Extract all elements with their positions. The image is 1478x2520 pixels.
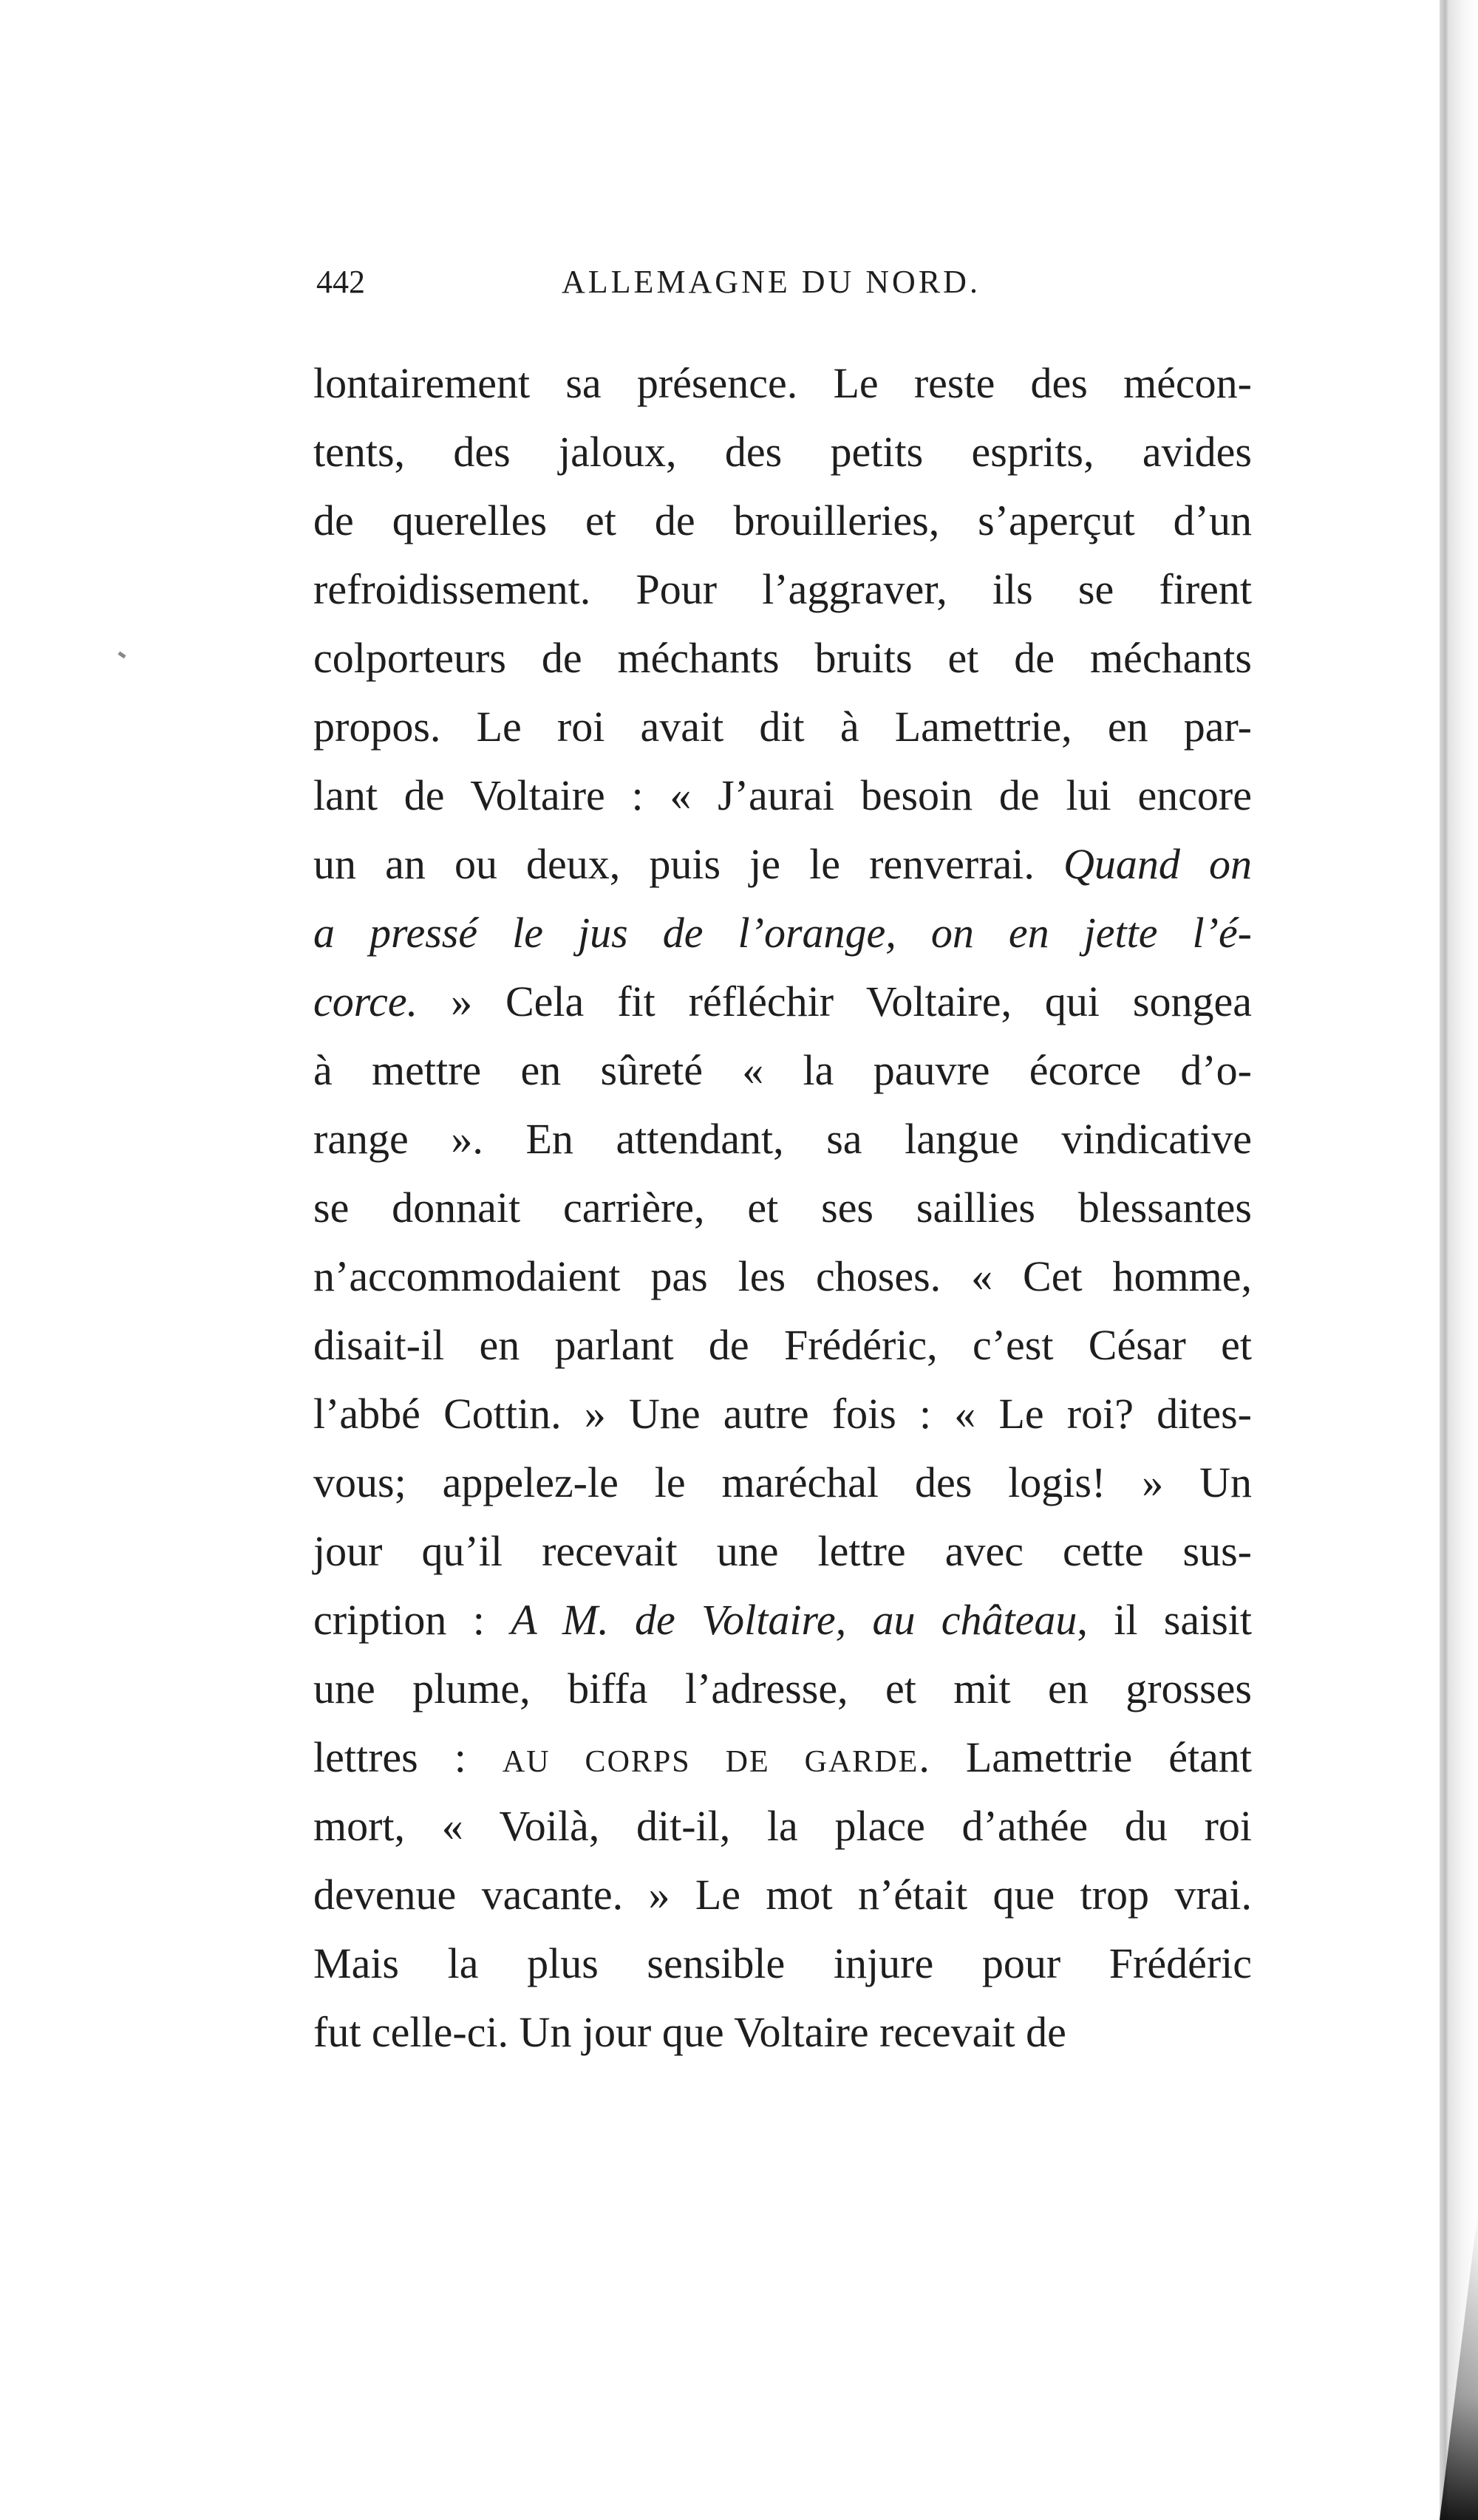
- text-line: [313, 1173, 1252, 1242]
- text-line: [313, 692, 1252, 761]
- text-segment: mort, « Voilà, dit-il, la place d’athée du roi: [313, 1802, 1252, 1850]
- text-segment: » Cela fit réfléchir Voltaire, qui songea: [418, 977, 1252, 1025]
- text-line: [313, 1792, 1252, 1860]
- text-line: [313, 1517, 1252, 1585]
- stray-mark: [118, 652, 126, 659]
- italic-text: a pressé le jus de l’orange, on en jette l’é-: [313, 909, 1252, 957]
- text-line: [313, 1311, 1252, 1379]
- text-segment: vous; appelez-le le maréchal des logis! » Un: [313, 1458, 1252, 1506]
- page-number: 442: [316, 264, 365, 300]
- text-line: [313, 1585, 1252, 1654]
- text-segment: colporteurs de méchants bruits et de méchants: [313, 634, 1252, 682]
- text-line: [313, 1379, 1252, 1448]
- text-line: [313, 1929, 1252, 1998]
- text-line: [313, 1723, 1252, 1792]
- text-line: [313, 830, 1252, 898]
- text-segment: range ». En attendant, sa langue vindicative: [313, 1115, 1252, 1163]
- text-line: [313, 1654, 1252, 1723]
- text-segment: lontairement sa présence. Le reste des mécon-: [313, 359, 1252, 407]
- text-segment: se donnait carrière, et ses saillies blessantes: [313, 1184, 1252, 1232]
- text-segment: n’accommodaient pas les choses. « Cet homme,: [313, 1252, 1252, 1300]
- page-header: [316, 260, 1247, 304]
- text-line: [313, 624, 1252, 692]
- body-text: [313, 349, 1252, 2066]
- text-segment: tents, des jaloux, des petits esprits, avides: [313, 428, 1252, 476]
- text-segment: à mettre en sûreté « la pauvre écorce d’o-: [313, 1046, 1252, 1094]
- text-line: [313, 555, 1252, 624]
- text-segment: devenue vacante. » Le mot n’était que trop vrai.: [313, 1871, 1252, 1919]
- text-segment: jour qu’il recevait une lettre avec cette sus-: [313, 1527, 1252, 1575]
- text-segment: refroidissement. Pour l’aggraver, ils se firent: [313, 565, 1252, 613]
- text-segment: . Lamettrie étant: [919, 1733, 1252, 1781]
- text-line: [313, 1998, 1252, 2066]
- text-line: [313, 967, 1252, 1036]
- text-line: [313, 486, 1252, 555]
- italic-text: A M. de Voltaire, au château: [511, 1596, 1077, 1644]
- text-segment: Mais la plus sensible injure pour Frédéric: [313, 1939, 1252, 1987]
- italic-text: corce.: [313, 977, 418, 1025]
- text-segment: cription :: [313, 1596, 511, 1644]
- text-line: [313, 1242, 1252, 1311]
- text-segment: une plume, biffa l’adresse, et mit en grosses: [313, 1664, 1252, 1713]
- text-line: [313, 417, 1252, 486]
- text-segment: un an ou deux, puis je le renverrai.: [313, 840, 1063, 888]
- text-segment: fut celle-ci. Un jour que Voltaire recevait de: [313, 2008, 1066, 2056]
- text-segment: , il saisit: [1077, 1596, 1253, 1644]
- text-segment: l’abbé Cottin. » Une autre fois : « Le roi? dites-: [313, 1390, 1252, 1438]
- text-segment: disait-il en parlant de Frédéric, c’est César et: [313, 1321, 1252, 1369]
- text-line: [313, 349, 1252, 417]
- running-title: ALLEMAGNE DU NORD.: [562, 264, 981, 300]
- italic-text: Quand on: [1063, 840, 1252, 888]
- text-line: [313, 761, 1252, 830]
- text-line: [313, 898, 1252, 967]
- text-segment: lant de Voltaire : « J’aurai besoin de lui encore: [313, 771, 1252, 819]
- text-segment: de querelles et de brouilleries, s’aperçut d’un: [313, 496, 1252, 544]
- text-line: [313, 1104, 1252, 1173]
- text-segment: lettres :: [313, 1733, 503, 1781]
- page-edge: [1440, 0, 1478, 2520]
- text-line: [313, 1036, 1252, 1104]
- small-caps-text: AU CORPS DE GARDE: [502, 1745, 919, 1779]
- text-line: [313, 1448, 1252, 1517]
- text-segment: propos. Le roi avait dit à Lamettrie, en par-: [313, 703, 1252, 751]
- text-line: [313, 1860, 1252, 1929]
